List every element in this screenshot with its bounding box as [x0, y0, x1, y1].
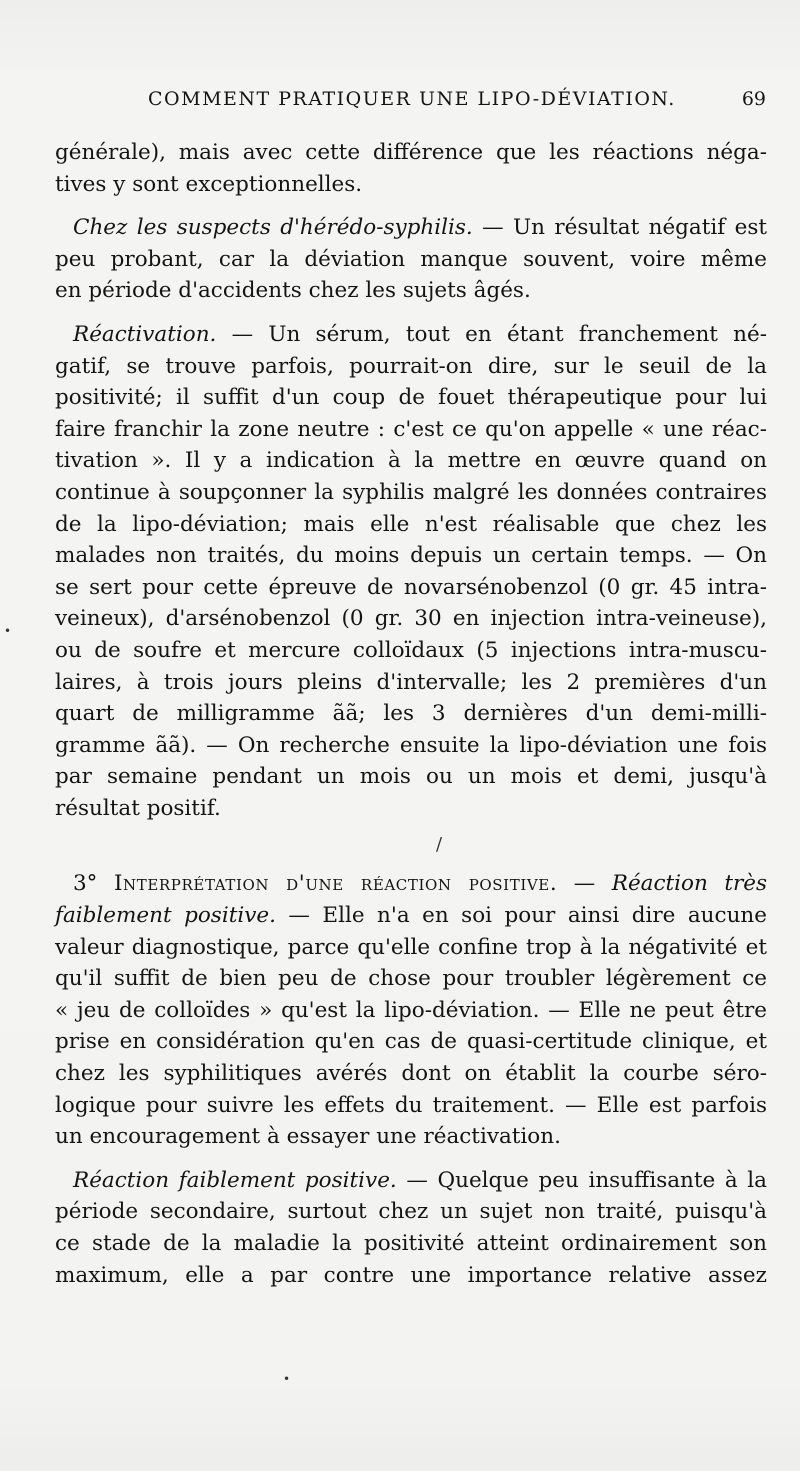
paragraph — [55, 319, 767, 825]
text-line: peu probant, car la déviation manque souvent, voire même — [55, 246, 767, 272]
text-line: laires, à trois jours pleins d'intervalle; les 2 premières d'un — [55, 669, 767, 695]
text-line: gatif, se trouve parfois, pourrait-on dire, sur le seuil de la — [55, 353, 767, 379]
text-line-rest: — Un sérum, tout en étant franchement né- — [216, 321, 767, 347]
text-line: chez les syphilitiques avérés dont on établit la courbe séro- — [55, 1061, 767, 1087]
section-title: Interprétation d'une réaction positive. — [113, 871, 558, 897]
text-line: faiblement positive. — Elle n'a en soi pour ainsi dire aucune — [55, 903, 767, 929]
section-paragraph — [55, 868, 767, 1152]
page-header — [60, 88, 770, 118]
stray-ink-mark: / — [436, 834, 443, 855]
text-line: période secondaire, surtout chez un sujet non traité, puisqu'à — [55, 1199, 767, 1225]
text-line: tivation ». Il y a indication à la mettre en œuvre quand on — [55, 448, 767, 474]
text-line: maximum, elle a par contre une importance relative assez — [55, 1262, 767, 1288]
text-line: valeur diagnostique, parce qu'elle confine trop à la négativité et — [55, 934, 767, 960]
text-line — [55, 212, 767, 244]
text-line — [55, 319, 767, 351]
running-title: COMMENT PRATIQUER UNE LIPO-DÉVIATION. — [148, 88, 676, 110]
text-line: positivité; il suffit d'un coup de fouet thérapeutique pour lui — [55, 385, 767, 411]
paragraph-heading: Chez les suspects d'hérédo-syphilis. — [73, 215, 473, 241]
text-line: un encouragement à essayer une réactivation. — [55, 1124, 561, 1150]
section-number: 3° — [73, 871, 98, 897]
text-line: malades non traités, du moins depuis un certain temps. — On — [55, 543, 767, 569]
stray-ink-mark: • — [283, 1372, 291, 1386]
text-line: générale), mais avec cette différence que les réactions néga- — [55, 140, 767, 165]
text-line: par semaine pendant un mois ou un mois et demi, jusqu'à — [55, 764, 767, 790]
paragraph-heading: Réactivation. — [73, 321, 217, 347]
paragraph-heading: Réaction faiblement positive. — [73, 1167, 397, 1193]
text-line-rest: — Un résultat négatif est — [472, 215, 767, 241]
paragraph — [55, 1165, 767, 1291]
text-line: de la lipo-déviation; mais elle n'est réalisable que chez les — [55, 511, 767, 537]
text-line-rest: — Quelque peu insuffisante à la — [396, 1167, 768, 1193]
text-line: faire franchir la zone neutre : c'est ce qu'on appelle « une réac- — [55, 416, 767, 442]
text-line: tives y sont exceptionnelles. — [55, 171, 363, 197]
text-line: veineux), d'arsénobenzol (0 gr. 30 en injection intra-veineuse), — [55, 606, 767, 632]
text-line: prise en considération qu'en cas de quasi-certitude clinique, et — [55, 1029, 767, 1055]
text-line: gramme ãã). — On recherche ensuite la lipo-déviation une fois — [55, 732, 767, 758]
paragraph — [55, 212, 767, 307]
text-line: continue à soupçonner la syphilis malgré les données contraires — [55, 479, 767, 505]
body-text — [55, 137, 767, 1291]
page-number: 69 — [741, 88, 766, 110]
text-line: ou de soufre et mercure colloïdaux (5 injections intra-muscu- — [55, 637, 767, 663]
paragraph-heading-part: faiblement positive. — [55, 903, 276, 929]
text-line: 3° Interprétation d'une réaction positive. — Réaction très — [73, 871, 767, 897]
text-line: « jeu de colloïdes » qu'est la lipo-déviation. — Elle ne peut être — [55, 997, 767, 1023]
stray-ink-mark: • — [4, 624, 12, 638]
text-line — [55, 1165, 767, 1197]
text-line: résultat positif. — [55, 795, 221, 821]
text-line-rest: Elle n'a en soi pour ainsi dire aucune — [322, 903, 767, 929]
text-line: en période d'accidents chez les sujets âgés. — [55, 278, 531, 304]
text-line: quart de milligramme ãã; les 3 dernières d'un demi-milli- — [55, 701, 767, 727]
text-line: ce stade de la maladie la positivité atteint ordinairement son — [55, 1231, 767, 1256]
paragraph-heading-part: Réaction très — [611, 871, 767, 897]
text-line: logique pour suivre les effets du traitement. — Elle est parfois — [55, 1092, 767, 1118]
text-line: se sert pour cette épreuve de novarsénobenzol (0 gr. 45 intra- — [55, 574, 767, 600]
text-line: qu'il suffit de bien peu de chose pour troubler légèrement ce — [55, 966, 767, 992]
paragraph — [55, 137, 767, 200]
